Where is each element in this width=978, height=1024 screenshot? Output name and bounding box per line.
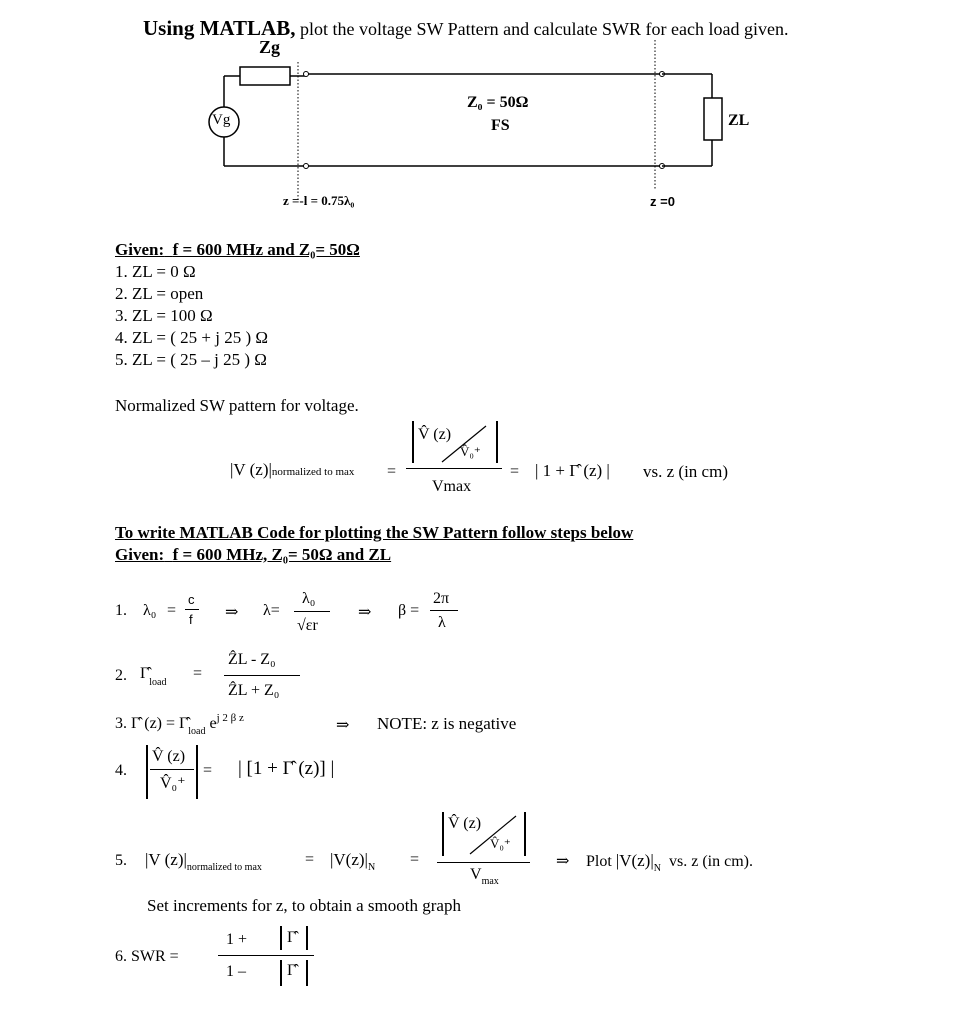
s3-text: 3. Γ̂ (z) = Γ̂	[115, 715, 189, 732]
s4-rhs: | [1 + Γ̂ (z)] |	[238, 758, 335, 779]
s6-top: 1 +	[226, 931, 248, 948]
s5-arrow: ⇒	[556, 853, 570, 870]
s5-den	[470, 866, 499, 887]
s3-arrow: ⇒	[336, 717, 350, 734]
s5-frac-line	[437, 862, 530, 863]
norm-eq-2: =	[510, 463, 520, 480]
s1-f: f	[189, 612, 193, 627]
steps-heading: To write MATLAB Code for plotting the SW Pattern follow steps below	[115, 523, 634, 542]
s5-lhs-v: |V (z)|	[145, 850, 187, 869]
given-label: Given:	[115, 240, 165, 259]
s4-eq: =	[203, 762, 213, 779]
load-5: 5. ZL = ( 25 – j 25 ) Ω	[115, 350, 267, 369]
s5-den-sub: max	[481, 876, 499, 887]
s5-plot-sub: N	[653, 863, 661, 874]
norm-bar-right	[496, 421, 498, 463]
normalized-heading: Normalized SW pattern for voltage.	[115, 396, 359, 415]
s2-eq: =	[193, 665, 203, 682]
s6-bar-bl	[280, 960, 282, 986]
z-left-label: z =-l = 0.75λ₀	[283, 193, 355, 208]
norm-lhs-sub: normalized to max	[271, 466, 355, 478]
vg-label: Vg	[212, 112, 231, 128]
s4-num: 4.	[115, 762, 127, 779]
s2-num: 2.	[115, 667, 127, 684]
norm-num-sub: V̂₀⁺	[460, 444, 481, 459]
s5-num: 5.	[115, 852, 127, 869]
load-1: 1. ZL = 0 Ω	[115, 262, 196, 281]
s3-sub: load	[188, 726, 206, 737]
norm-den: Vmax	[432, 478, 472, 495]
norm-num: V̂ (z)	[418, 426, 452, 443]
s3-main	[115, 712, 244, 737]
s5-vs: vs. z (in cm).	[668, 853, 753, 870]
s2-gamma-sub: load	[149, 677, 167, 688]
zg-label: Zg	[259, 37, 281, 57]
s5-bar-left	[442, 812, 444, 856]
s1-arrow2: ⇒	[358, 604, 372, 621]
load-2: 2. ZL = open	[115, 284, 204, 303]
s2-gamma	[140, 665, 167, 688]
s3-exp-base: e	[209, 715, 217, 732]
node-bl	[304, 164, 309, 169]
s1-2pi: 2π	[433, 590, 450, 607]
norm-lhs	[230, 460, 354, 480]
title-bold: Using MATLAB,	[143, 16, 296, 40]
s5-lhs	[145, 850, 262, 873]
s5-den-v: V	[470, 866, 482, 883]
s5-mid-v: |V(z)|	[330, 850, 368, 869]
s1-l0: λ₀	[302, 590, 316, 607]
load-3: 3. ZL = 100 Ω	[115, 306, 213, 325]
zg-resistor	[240, 67, 290, 85]
s4-bar-right	[196, 745, 198, 799]
s5-mid	[330, 850, 376, 873]
s2-top: ẐL - Z₀	[228, 651, 276, 668]
s1-beta: β =	[398, 602, 420, 619]
s5-bar-right	[524, 812, 526, 856]
s1-frac1-line	[294, 611, 330, 612]
s4-top: V̂ (z)	[152, 748, 186, 765]
steps-given-label: Given:	[115, 545, 165, 564]
s5-eq1: =	[305, 851, 315, 868]
s1-arrow1: ⇒	[225, 604, 239, 621]
s5-plot-v: |V(z)|	[615, 851, 654, 870]
fs-label: FS	[491, 117, 510, 134]
s3-note: NOTE: z is negative	[377, 714, 517, 733]
given-value: f = 600 MHz and Z₀= 50Ω	[172, 240, 360, 259]
zl-label: ZL	[728, 112, 750, 129]
given-heading	[115, 240, 360, 260]
s5-mid-sub: N	[367, 862, 376, 873]
s5-note: Set increments for z, to obtain a smooth graph	[147, 896, 461, 915]
s1-cf-line	[185, 609, 199, 610]
s1-eq: =	[167, 602, 177, 619]
s5-plot-label: Plot	[586, 853, 612, 870]
s1-lambda0: λ₀	[143, 602, 157, 619]
steps-given	[115, 545, 391, 565]
s4-bot: V̂₀⁺	[160, 775, 186, 792]
s1-lambda: λ=	[263, 602, 280, 619]
norm-rhs: | 1 + Γ̂ (z) |	[535, 461, 610, 480]
norm-frac-line	[406, 468, 502, 469]
s6-bot: 1 –	[226, 963, 246, 980]
s4-frac-line	[150, 769, 194, 770]
steps-given-value: f = 600 MHz, Z₀= 50Ω and ZL	[172, 545, 392, 564]
z0-label: Z₀ = 50Ω	[467, 94, 529, 111]
s6-bar-tl	[280, 926, 282, 950]
s1-sqrt: √εr	[297, 617, 318, 634]
s5-topsub: V̂₀⁺	[490, 836, 511, 851]
norm-lhs-v: |V (z)|	[230, 460, 272, 479]
load-4: 4. ZL = ( 25 + j 25 ) Ω	[115, 328, 268, 347]
s5-plot	[586, 851, 753, 874]
s1-l: λ	[438, 614, 446, 631]
s2-bot: ẐL + Z₀	[228, 682, 280, 699]
s6-frac-line	[218, 955, 314, 956]
zl-load	[704, 98, 722, 140]
s1-frac2-line	[430, 610, 458, 611]
s5-eq2: =	[410, 851, 420, 868]
s5-top: V̂ (z)	[448, 815, 482, 832]
node-tl	[304, 72, 309, 77]
s3-exp: j 2 β z	[216, 712, 244, 724]
norm-bar-left	[412, 421, 414, 463]
s2-frac-line	[224, 675, 300, 676]
s6-gamma-top: Γ̂	[287, 929, 297, 946]
s6-text: 6. SWR =	[115, 948, 179, 965]
s6-bar-tr	[306, 926, 308, 950]
s1-c: c	[188, 592, 195, 607]
title-rest: plot the voltage SW Pattern and calculate SWR for each load given.	[295, 19, 789, 39]
s6-bar-br	[306, 960, 308, 986]
s5-lhs-sub: normalized to max	[186, 862, 262, 873]
norm-vs: vs. z (in cm)	[643, 462, 728, 481]
s6-gamma-bot: Γ̂	[287, 962, 297, 979]
norm-eq-1: =	[387, 463, 397, 480]
s2-gamma-sym: Γ̂	[140, 665, 150, 682]
s4-bar-left	[146, 745, 148, 799]
s1-num: 1.	[115, 602, 127, 619]
z-right-label: z =0	[650, 194, 675, 209]
